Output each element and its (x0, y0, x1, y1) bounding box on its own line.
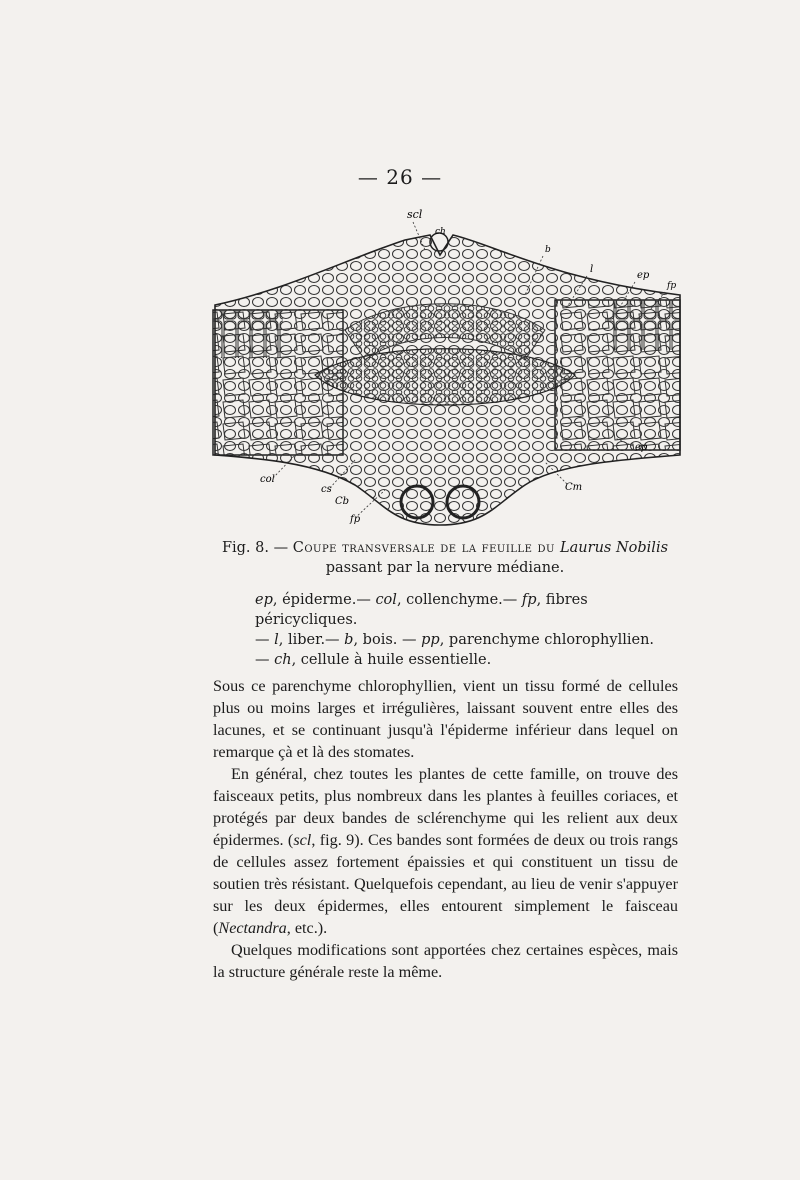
label-fp-bottom: fp (350, 514, 361, 525)
caption-title: Coupe transversale de la feuille du (292, 540, 561, 556)
figure-caption (200, 538, 690, 578)
label-cs: cs (321, 484, 332, 495)
figure-legend (255, 590, 655, 670)
label-l: l (590, 264, 594, 275)
paragraph-2: En général, chez toutes les plantes de cette famille, on trouve des faisceaux petits, plus nombreux dans les plantes à feuilles coriaces, et protégés par deux bandes de sclérenchyme qui les relient aux deux épidermes. (scl, fig. 9). Ces bandes sont formées de deux ou trois rangs de cellules assez fortement épaissies et qui constituent un tissu de soutien très résistant. Quelquefois cependant, au lieu de venir s'appuyer sur les deux épidermes, elles entourent simplement le faisceau (Nectandra, etc.). (213, 765, 678, 937)
body-text (213, 675, 678, 983)
legend-line-3: — ch, cellule à huile essentielle. (255, 652, 492, 668)
label-b: b (545, 245, 551, 255)
paragraph-3: Quelques modifications sont apportées chez certaines espèces, mais la structure générale reste la même. (213, 941, 678, 981)
leaf-cross-section-figure (195, 200, 685, 530)
caption-species: Laurus Nobilis (560, 540, 669, 556)
label-ep-top: ep (637, 270, 650, 281)
label-cm: Cm (565, 482, 583, 493)
label-ch: ch (435, 227, 446, 237)
paragraph-1: Sous ce parenchyme chlorophyllien, vient un tissu formé de cellules plus ou moins larges et irrégulières, laissant souvent entre elles des lacunes, et se continuant jusqu'à l'épiderme inférieur dans lequel on remarque çà et là des stomates. (213, 677, 678, 761)
label-fp: fp (667, 281, 677, 291)
legend-line-2: — l, liber.— b, bois. — pp, parenchyme chlorophyllien. (255, 632, 655, 648)
label-col: col (260, 474, 275, 485)
label-cb: Cb (335, 496, 350, 507)
caption-subtitle: passant par la nervure médiane. (325, 560, 565, 576)
page-number: — 26 — (357, 165, 443, 189)
leaf-cross-section-drawing (195, 200, 685, 530)
legend-line-1: ep, épiderme.— col, collenchyme.— fp, fibres péricycliques. (255, 592, 588, 628)
label-scl: scl (407, 208, 423, 221)
caption-prefix: Fig. 8. — (221, 540, 293, 556)
label-ep-bottom: ep (635, 442, 648, 453)
